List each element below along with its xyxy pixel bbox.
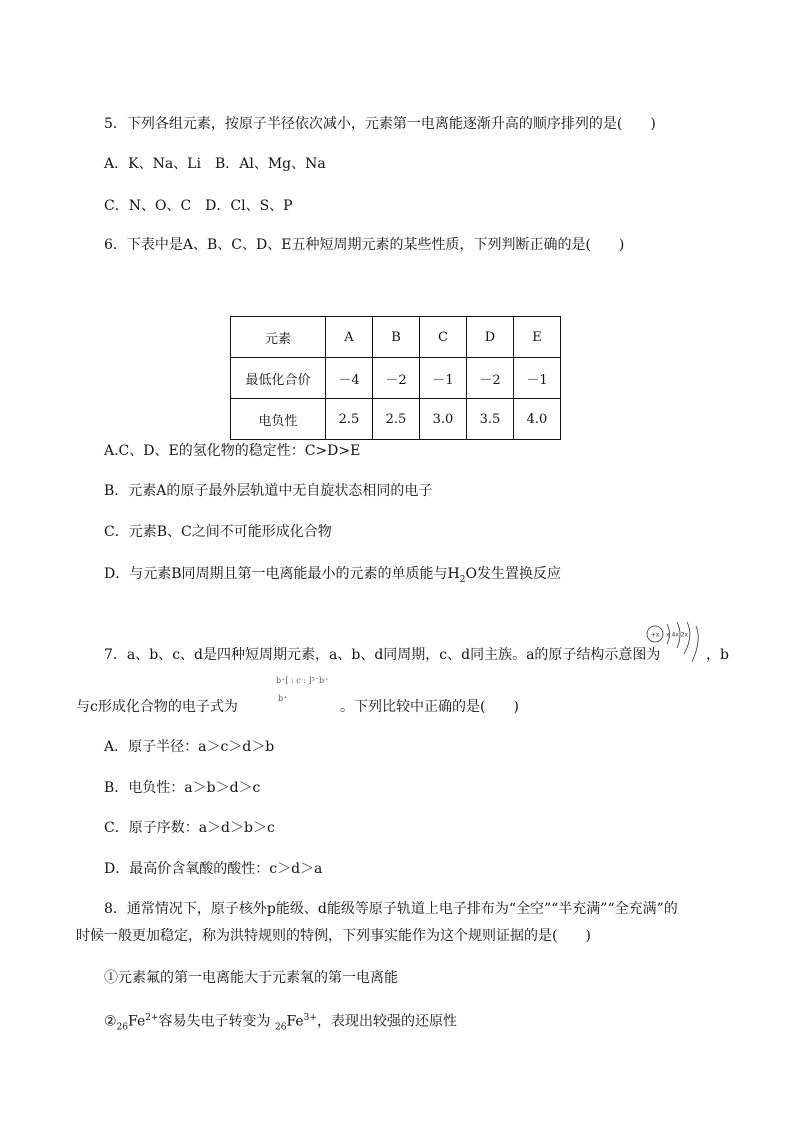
element-properties-table [230,316,561,440]
q8-stem-line2: 时候一般更加稳定，称为洪特规则的特例，下列事实能作为这个规则证据的是( ) [76,928,591,944]
table-row-label: 电负性 [231,399,326,440]
q6-option-c: C．元素B、C之间不可能形成化合物 [104,524,332,540]
q5-options-ab: A．K、Na、Li B．Al、Mg、Na [104,156,326,172]
q7-option-b: B．电负性：a＞b＞d＞c [104,780,261,796]
table-column-header: B [373,317,420,358]
q6-option-d: D．与元素B同周期且第一电离能最小的元素的单质能与$H_2O$发生置换反应 [104,566,561,585]
table-cell: －1 [514,358,561,399]
q8-item-2: $②_{26}Fe^{2+}$容易失电子转变为 $_{26}Fe^{3+}$，表现出较强的还原性 [104,1013,457,1033]
table-row-label: 最低化合价 [231,358,326,399]
q7-option-a: A．原子半径：a＞c＞d＞b [104,739,275,755]
table-row [231,399,561,440]
table-header-label: 元素 [231,317,326,358]
table-column-header: E [514,317,561,358]
svg-text:+x: +x [650,631,660,639]
table-row [231,317,561,358]
table-cell: －1 [420,358,467,399]
table-cell: 4.0 [514,399,561,440]
table-cell: －2 [467,358,514,399]
q8-item-1: ①元素氟的第一电离能大于元素氧的第一电离能 [104,970,398,986]
table-cell: 2.5 [373,399,420,440]
q7-stem-tail: ，b [706,647,729,663]
table-cell: 3.5 [467,399,514,440]
table-row [231,358,561,399]
electron-formula-image: b⁺[ : c : ]³⁻b⁺ b⁺ [276,676,329,703]
q7-stem-line2: 与c形成化合物的电子式为 [76,699,238,715]
q6-option-a: A.C、D、E的氢化物的稳定性：C>D>E [104,443,361,459]
q7-option-c: C．原子序数：a＞d＞b＞c [104,820,275,836]
table-cell: 3.0 [420,399,467,440]
q7-option-d: D．最高价含氧酸的酸性：c＞d＞a [104,861,323,877]
table-cell: 2.5 [326,399,373,440]
q8-stem-line1: 8．通常情况下，原子核外p能级、d能级等原子轨道上电子排布为“全空”“半充满”“全充满”的 [104,901,678,917]
q7-stem-line2-end: 。下列比较中正确的是( ) [340,699,519,715]
q7-stem: 7．a、b、c、d是四种短周期元素，a、b、d同周期，c、d同主族。a的原子结构示意图为 [104,647,661,663]
table-column-header: A [326,317,373,358]
svg-text:x 4x 2x: x 4x 2x [666,631,689,639]
q5-options-cd: C．N、O、C D．Cl、S、P [104,198,293,214]
table-cell: －4 [326,358,373,399]
q6-stem: 6．下表中是A、B、C、D、E五种短周期元素的某些性质，下列判断正确的是( ) [104,237,625,253]
table-cell: －2 [373,358,420,399]
table-column-header: C [420,317,467,358]
atom-structure-diagram [644,622,706,664]
q5-stem: 5．下列各组元素，按原子半径依次减小，元素第一电离能逐渐升高的顺序排列的是( ) [104,116,656,132]
q6-option-b: B．元素A的原子最外层轨道中无自旋状态相同的电子 [104,483,433,499]
table-column-header: D [467,317,514,358]
